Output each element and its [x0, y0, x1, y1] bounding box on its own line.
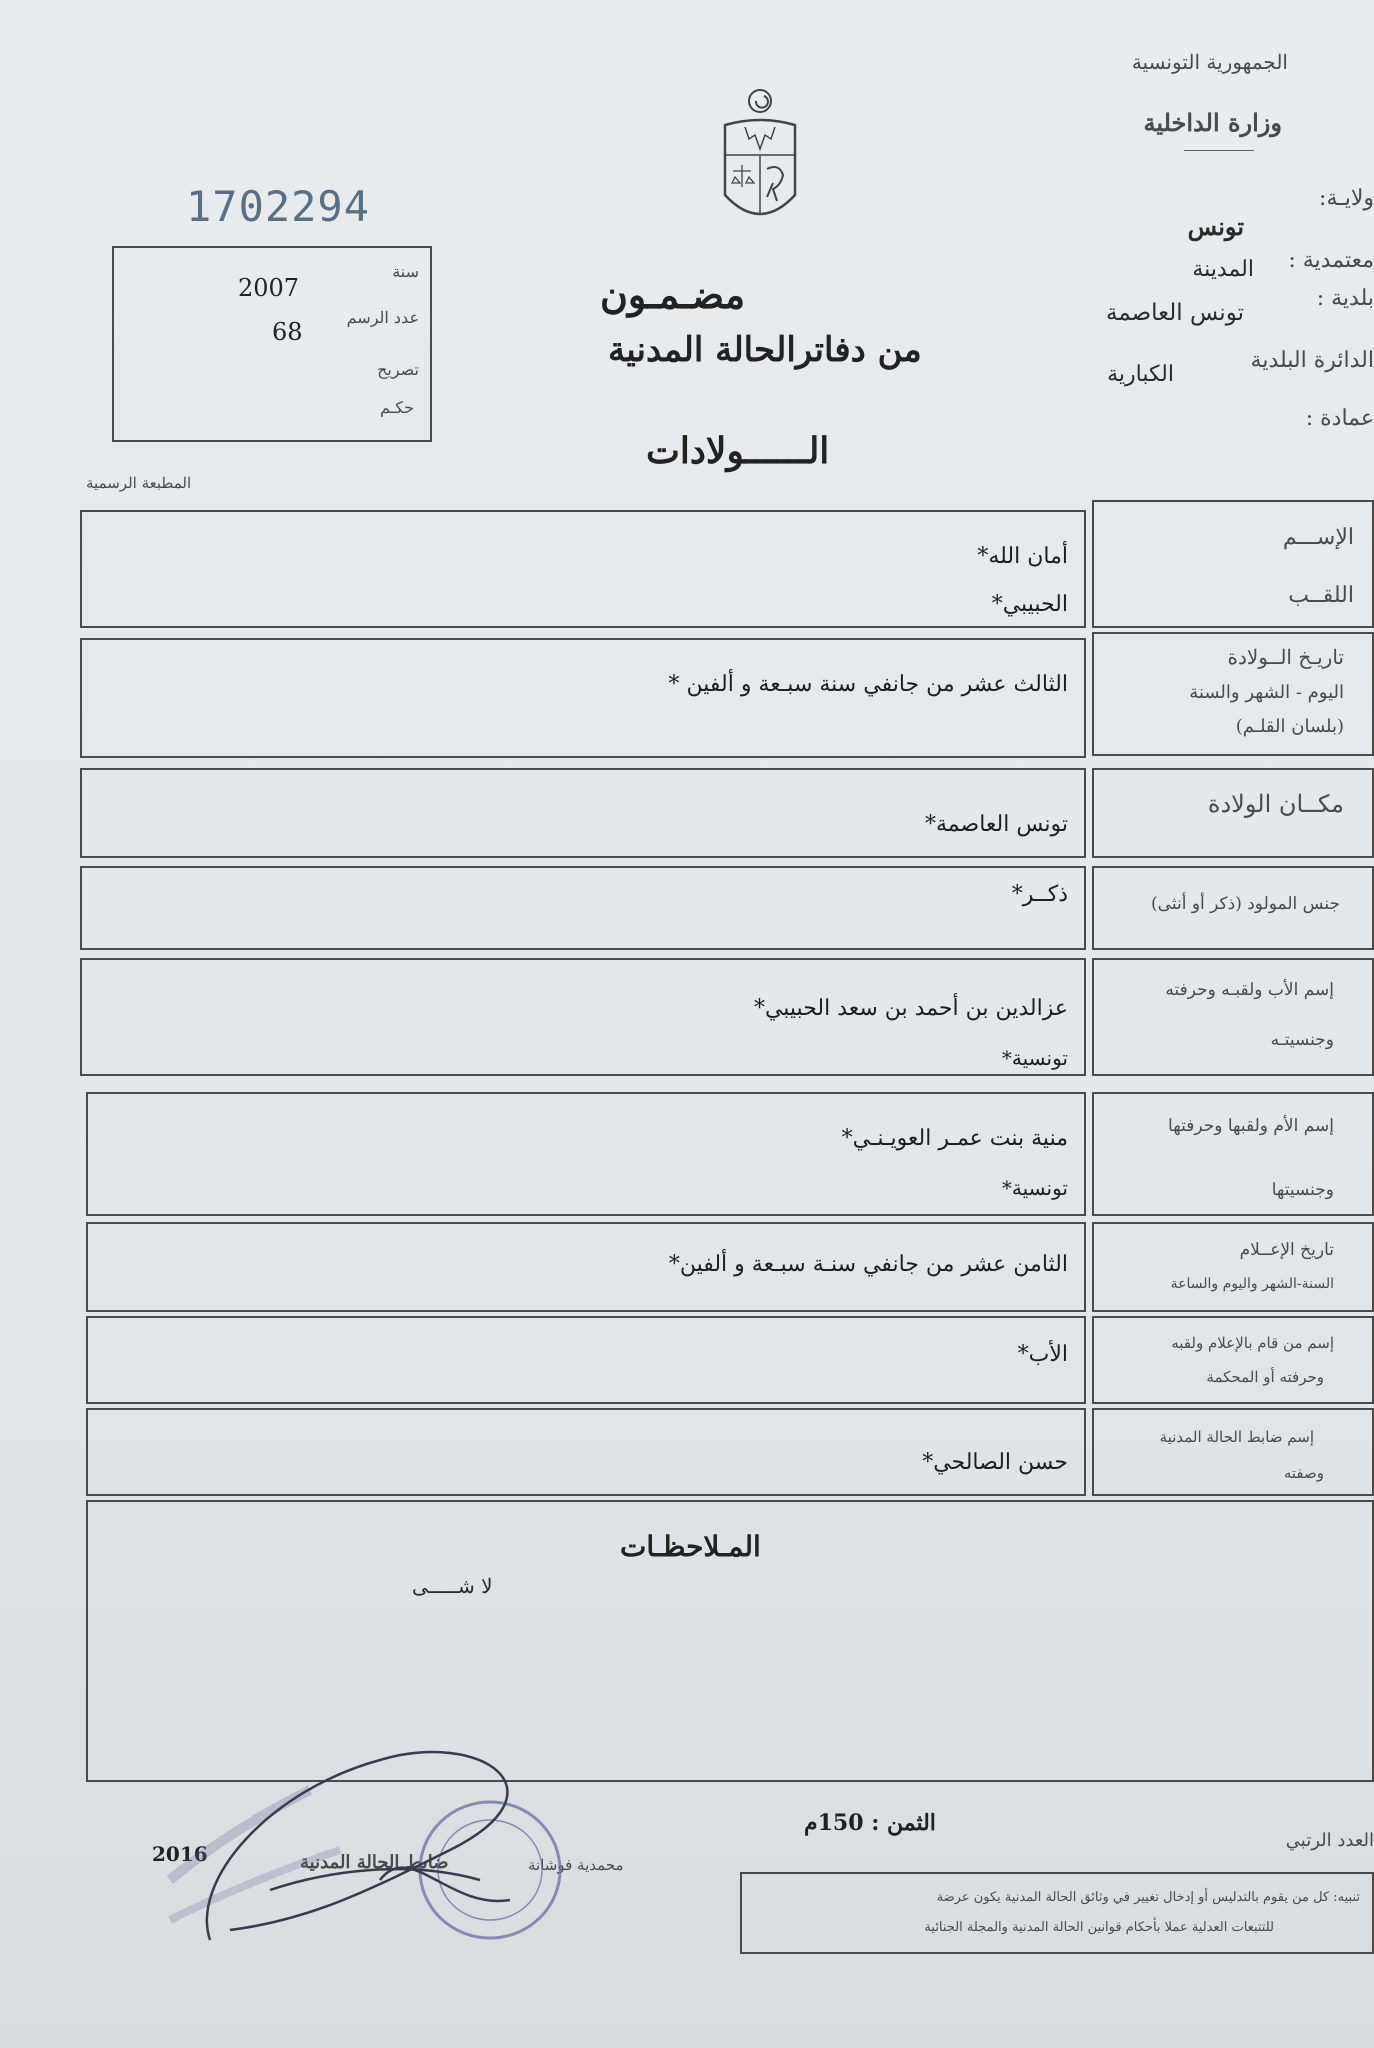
legal-notice-line-1: تنبيه: كل من يقوم بالتدليس أو إدخال تغيير في وثائق الحالة المدنية يكون عرضة	[936, 1890, 1360, 1905]
year-label: سنة	[392, 262, 419, 281]
year-value: 2007	[238, 274, 300, 302]
name-value: أمان الله*	[977, 544, 1068, 569]
daira-label: الدائرة البلدية	[1250, 348, 1374, 373]
serial-number: 1702294	[186, 182, 371, 231]
coat-of-arms-emblem	[715, 85, 805, 235]
father-value: عزالدين بن أحمد بن سعد الحبيبي*	[753, 996, 1068, 1021]
wilaya-label: ولايـة:	[1319, 186, 1374, 211]
birthplace-label: مكــان الولادة	[1207, 790, 1344, 818]
sex-value: ذكــر*	[1011, 882, 1068, 907]
birthdate-label: تاريـخ الــولادة	[1227, 645, 1344, 669]
declarant-label: إسم من قام بالإعلام ولقبه	[1171, 1334, 1334, 1352]
mutamadiya-value: المدينة	[1192, 257, 1254, 282]
republic-title: الجمهورية التونسية	[1131, 50, 1288, 74]
row-sex-value-box	[80, 866, 1086, 950]
doc-title-sub: من دفاترالحالة المدنية	[608, 330, 922, 370]
omada-label: عمادة :	[1305, 406, 1374, 431]
row-birthdate-value-box	[80, 638, 1086, 758]
declarant-value: الأب*	[1017, 1342, 1068, 1367]
mother-value: منية بنت عمـر العويـنـي*	[841, 1126, 1068, 1151]
mother-nationality-label: وجنسيتها	[1271, 1180, 1334, 1200]
remarks-title: المـلاحظـات	[620, 1530, 761, 1563]
row-declarant-value-box	[86, 1316, 1086, 1404]
ruling-label: حكـم	[379, 398, 414, 417]
serial-number-label: العدد الرتبي	[1285, 1830, 1374, 1851]
row-mother-value-box	[86, 1092, 1086, 1216]
doc-title-main: مضـمـون	[600, 272, 746, 317]
declaration-date-sublabel: السنة-الشهر واليوم والساعة	[1170, 1276, 1334, 1292]
sex-label: جنس المولود (ذكر أو أنثى)	[1151, 894, 1340, 914]
father-nationality-label: وجنسيتـه	[1270, 1030, 1334, 1050]
birthdate-value: الثالث عشر من جانفي سنة سبـعة و ألفين *	[668, 672, 1068, 697]
legal-notice-line-2: للتتبعات العدلية عملا بأحكام قوانين الحالة المدنية والمجلة الجنائية	[924, 1920, 1274, 1935]
officer-label: إسم ضابط الحالة المدنية	[1159, 1428, 1314, 1446]
row-officer-label-box	[1092, 1408, 1374, 1496]
surname-value: الحبيبي*	[991, 592, 1068, 617]
doc-title-births: الــــــولادات	[646, 430, 830, 472]
father-label: إسم الأب ولقبـه وحرفته	[1165, 980, 1334, 1000]
ministry-divider	[1184, 150, 1254, 151]
municipality-label: محمدية فوشانة	[528, 1856, 624, 1874]
row-declarant-label-box	[1092, 1316, 1374, 1404]
officer-sublabel: وصفته	[1283, 1464, 1324, 1482]
father-nationality-value: تونسية*	[1001, 1046, 1068, 1070]
declaration-label: تصريح	[377, 360, 419, 379]
record-number-label: عدد الرسم	[346, 308, 419, 327]
name-label: الإســـم	[1282, 525, 1354, 550]
price-label: الثمن : 150م	[804, 1810, 936, 1836]
baladiya-value: تونس العاصمة	[1106, 300, 1244, 326]
declaration-date-value: الثامن عشر من جانفي سنـة سبـعة و ألفين*	[668, 1252, 1068, 1277]
official-stamp-and-signature	[150, 1730, 630, 1960]
baladiya-label: بلدية :	[1316, 286, 1374, 311]
daira-value: الكبارية	[1107, 362, 1174, 387]
officer-value: حسن الصالحي*	[922, 1450, 1068, 1475]
declarant-sublabel: وحرفته أو المحكمة	[1206, 1368, 1324, 1386]
row-father-label-box	[1092, 958, 1374, 1076]
row-declaration-date-label-box	[1092, 1222, 1374, 1312]
officer-signature-label: ضابط الحالة المدنية	[300, 1852, 449, 1873]
row-name-value-box	[80, 510, 1086, 628]
row-name-label-box	[1092, 500, 1374, 628]
mother-label: إسم الأم ولقبها وحرفتها	[1168, 1116, 1334, 1136]
surname-label: اللقــب	[1288, 583, 1354, 608]
birthdate-sublabel: اليوم - الشهر والسنة	[1189, 682, 1344, 703]
mutamadiya-label: معتمدية :	[1288, 248, 1374, 273]
issue-date: 2016	[152, 1842, 208, 1866]
birthplace-value: تونس العاصمة*	[925, 812, 1068, 837]
legal-notice-box	[740, 1872, 1374, 1954]
ministry-title: وزارة الداخلية	[1143, 108, 1282, 137]
remarks-value: لا شـــــى	[412, 1574, 493, 1598]
record-number-value: 68	[272, 318, 303, 346]
printer-label: المطبعة الرسمية	[86, 474, 192, 492]
birthdate-sublabel-pen: (بلسان القلـم)	[1235, 716, 1344, 737]
mother-nationality-value: تونسية*	[1001, 1176, 1068, 1200]
declaration-date-label: تاريخ الإعــلام	[1239, 1240, 1334, 1260]
wilaya-value: تونس	[1187, 212, 1244, 241]
